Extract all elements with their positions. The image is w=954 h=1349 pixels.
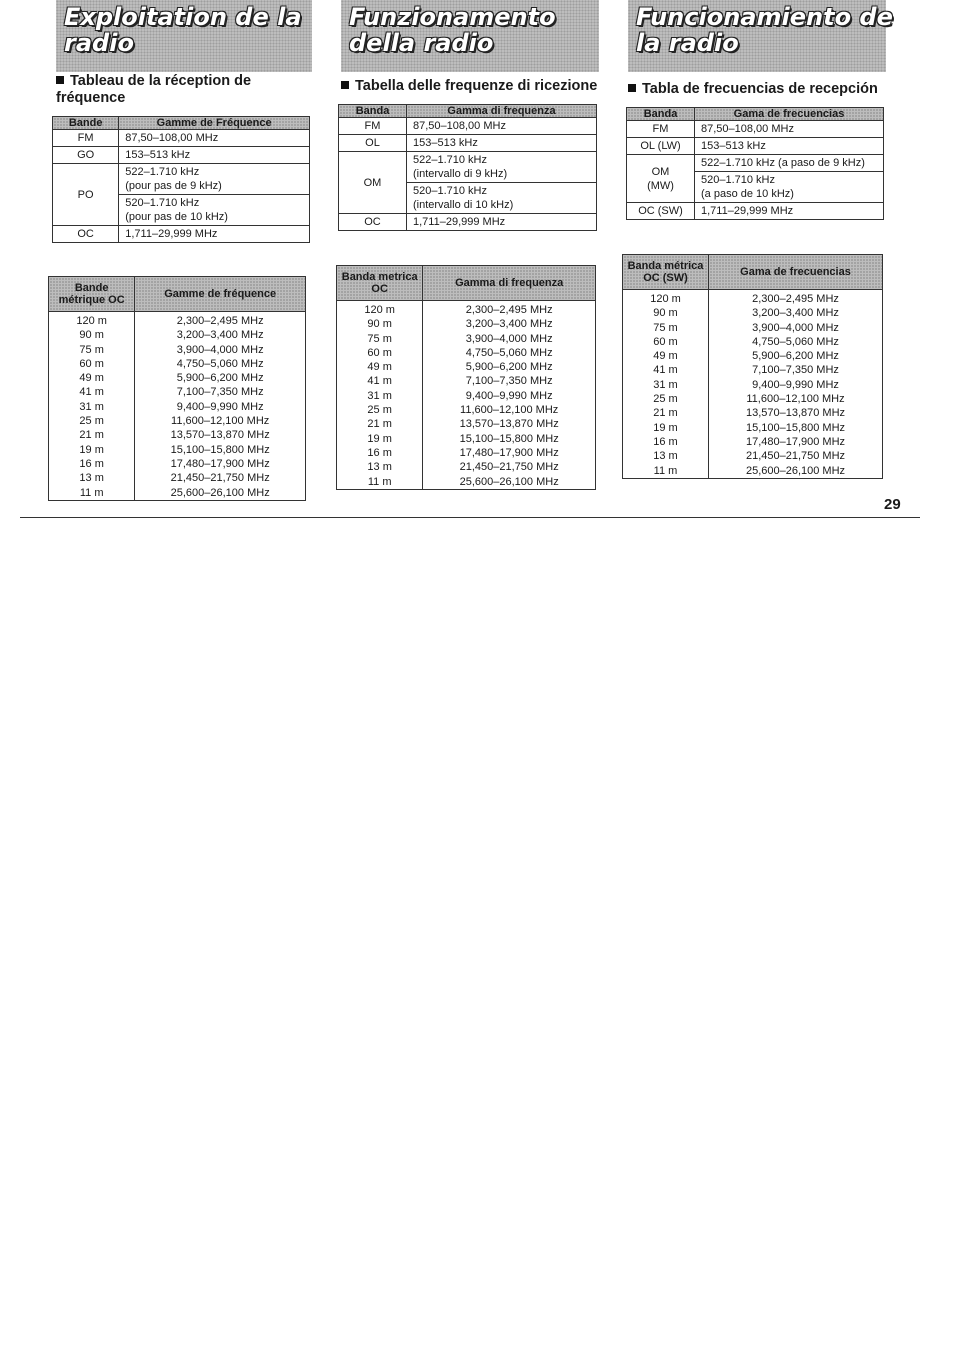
meter-band-cell: 13 m (623, 449, 709, 463)
meter-band-cell: 49 m (49, 371, 135, 385)
table-row (337, 446, 596, 460)
frequency-range-cell: 11,600–12,100 MHz (423, 403, 596, 417)
frequency-range-cell: 3,200–3,400 MHz (423, 317, 596, 331)
frequency-cell: 153–513 kHz (695, 138, 884, 155)
frequency-range-cell: 13,570–13,870 MHz (709, 406, 883, 420)
section-title: Exploitation de la radio (64, 3, 302, 57)
frequency-range-cell: 15,100–15,800 MHz (709, 421, 883, 435)
table-row (49, 385, 306, 399)
meter-band-cell: 19 m (337, 432, 423, 446)
column-header: Banda métrica OC (SW) (623, 255, 709, 290)
subheading-text: Tabla de frecuencias de recepción (642, 81, 878, 97)
frequency-range-cell: 9,400–9,990 MHz (135, 400, 306, 414)
meter-band-cell: 75 m (623, 321, 709, 335)
table-row (49, 343, 306, 357)
table-row (623, 349, 883, 363)
frequency-range-cell: 3,900–4,000 MHz (423, 332, 596, 346)
table-row (49, 371, 306, 385)
frequency-cell: 522–1.710 kHz (a paso de 9 kHz) (695, 155, 884, 172)
meter-band-cell: 31 m (337, 389, 423, 403)
frequency-range-cell: 25,600–26,100 MHz (709, 464, 883, 479)
meter-band-cell: 120 m (337, 301, 423, 318)
frequency-range-cell: 7,100–7,350 MHz (135, 385, 306, 399)
meter-band-cell: 41 m (623, 363, 709, 377)
meter-band-cell: 90 m (49, 328, 135, 342)
frequency-range-cell: 17,480–17,900 MHz (423, 446, 596, 460)
column-header: Banda metrica OC (337, 266, 423, 301)
table-row (623, 464, 883, 479)
meter-band-cell: 11 m (337, 475, 423, 490)
table-row (49, 312, 306, 329)
section-banner (628, 0, 893, 72)
table-row (53, 130, 310, 147)
frequency-band-table (626, 107, 884, 220)
frequency-range-cell: 3,200–3,400 MHz (709, 306, 883, 320)
meter-band-cell: 120 m (49, 312, 135, 329)
band-cell: FM (53, 130, 119, 147)
meter-band-cell: 25 m (623, 392, 709, 406)
frequency-band-table (52, 116, 310, 243)
section-title: Funzionamento della radio (349, 3, 556, 57)
frequency-range-cell: 11,600–12,100 MHz (709, 392, 883, 406)
table-row (623, 306, 883, 320)
table-row (337, 317, 596, 331)
frequency-cell: 87,50–108,00 MHz (119, 130, 310, 147)
table-row (53, 147, 310, 164)
meter-band-cell: 16 m (337, 446, 423, 460)
table-row (337, 475, 596, 490)
frequency-range-cell: 17,480–17,900 MHz (135, 457, 306, 471)
frequency-range-cell: 3,900–4,000 MHz (709, 321, 883, 335)
table-row (623, 392, 883, 406)
table-row (623, 335, 883, 349)
table-row (623, 321, 883, 335)
frequency-cell: 522–1.710 kHz (pour pas de 9 kHz) (119, 164, 310, 195)
frequency-range-cell: 25,600–26,100 MHz (135, 486, 306, 501)
table-row (337, 460, 596, 474)
shortwave-meter-band-table (622, 254, 883, 479)
meter-band-cell: 21 m (623, 406, 709, 420)
table-row (339, 118, 597, 135)
frequency-range-cell: 9,400–9,990 MHz (423, 389, 596, 403)
frequency-cell: 520–1.710 kHz (a paso de 10 kHz) (695, 172, 884, 203)
column-header: Gama de frecuencias (695, 108, 884, 121)
frequency-band-table (338, 104, 597, 231)
table-row (627, 121, 884, 138)
frequency-cell: 153–513 kHz (407, 135, 597, 152)
band-cell: OC (SW) (627, 203, 695, 220)
frequency-range-cell: 5,900–6,200 MHz (423, 360, 596, 374)
frequency-range-cell: 3,200–3,400 MHz (135, 328, 306, 342)
section-banner (56, 0, 312, 72)
table-row (627, 155, 884, 172)
meter-band-cell: 31 m (623, 378, 709, 392)
square-bullet-icon (341, 81, 349, 89)
frequency-range-cell: 13,570–13,870 MHz (423, 417, 596, 431)
meter-band-cell: 16 m (49, 457, 135, 471)
section-title: Funcionamiento de la radio (636, 3, 893, 57)
frequency-cell: 520–1.710 kHz (pour pas de 10 kHz) (119, 195, 310, 226)
meter-band-cell: 31 m (49, 400, 135, 414)
meter-band-cell: 90 m (337, 317, 423, 331)
table-row (49, 400, 306, 414)
frequency-range-cell: 21,450–21,750 MHz (423, 460, 596, 474)
frequency-range-cell: 7,100–7,350 MHz (709, 363, 883, 377)
band-cell: OL (LW) (627, 138, 695, 155)
frequency-range-cell: 7,100–7,350 MHz (423, 374, 596, 388)
band-cell: OC (53, 226, 119, 243)
table-header-row (53, 117, 310, 130)
band-cell: GO (53, 147, 119, 164)
frequency-cell: 1,711–29,999 MHz (695, 203, 884, 220)
frequency-range-cell: 2,300–2,495 MHz (423, 301, 596, 318)
frequency-range-cell: 2,300–2,495 MHz (709, 290, 883, 307)
frequency-cell: 87,50–108,00 MHz (695, 121, 884, 138)
table-row (337, 432, 596, 446)
frequency-cell: 87,50–108,00 MHz (407, 118, 597, 135)
column-header: Gamme de fréquence (135, 277, 306, 312)
meter-band-cell: 25 m (49, 414, 135, 428)
column-header: Gama de frecuencias (709, 255, 883, 290)
frequency-range-cell: 5,900–6,200 MHz (709, 349, 883, 363)
frequency-range-cell: 15,100–15,800 MHz (135, 443, 306, 457)
table-row (49, 414, 306, 428)
table-header-row (337, 266, 596, 301)
frequency-cell: 520–1.710 kHz (intervallo di 10 kHz) (407, 183, 597, 214)
table-row (623, 406, 883, 420)
table-row (627, 203, 884, 220)
column-header: Bande métrique OC (49, 277, 135, 312)
meter-band-cell: 49 m (623, 349, 709, 363)
frequency-range-cell: 25,600–26,100 MHz (423, 475, 596, 490)
table-header-row (623, 255, 883, 290)
frequency-range-cell: 9,400–9,990 MHz (709, 378, 883, 392)
frequency-range-cell: 4,750–5,060 MHz (135, 357, 306, 371)
table-subheading (341, 78, 601, 95)
meter-band-cell: 19 m (49, 443, 135, 457)
table-row (623, 363, 883, 377)
column-header: Banda (627, 108, 695, 121)
frequency-range-cell: 15,100–15,800 MHz (423, 432, 596, 446)
table-row (53, 164, 310, 195)
table-header-row (339, 105, 597, 118)
meter-band-cell: 13 m (49, 471, 135, 485)
meter-band-cell: 41 m (49, 385, 135, 399)
shortwave-meter-band-table (336, 265, 596, 490)
frequency-range-cell: 13,570–13,870 MHz (135, 428, 306, 442)
meter-band-cell: 60 m (623, 335, 709, 349)
table-row (49, 486, 306, 501)
meter-band-cell: 21 m (49, 428, 135, 442)
table-row (49, 357, 306, 371)
table-row (623, 421, 883, 435)
table-row (337, 360, 596, 374)
meter-band-cell: 16 m (623, 435, 709, 449)
table-row (49, 328, 306, 342)
meter-band-cell: 11 m (49, 486, 135, 501)
table-subheading (628, 81, 888, 98)
band-cell: OC (339, 214, 407, 231)
table-header-row (627, 108, 884, 121)
frequency-range-cell: 5,900–6,200 MHz (135, 371, 306, 385)
table-row (339, 135, 597, 152)
frequency-cell: 153–513 kHz (119, 147, 310, 164)
table-row (53, 226, 310, 243)
table-header-row (49, 277, 306, 312)
frequency-cell: 1,711–29,999 MHz (119, 226, 310, 243)
meter-band-cell: 21 m (337, 417, 423, 431)
frequency-range-cell: 17,480–17,900 MHz (709, 435, 883, 449)
table-row (49, 457, 306, 471)
band-cell: FM (339, 118, 407, 135)
column-header: Banda (339, 105, 407, 118)
table-row (623, 449, 883, 463)
meter-band-cell: 75 m (49, 343, 135, 357)
square-bullet-icon (56, 76, 64, 84)
table-row (337, 301, 596, 318)
table-row (49, 428, 306, 442)
meter-band-cell: 49 m (337, 360, 423, 374)
table-subheading (56, 73, 312, 107)
frequency-cell: 522–1.710 kHz (intervallo di 9 kHz) (407, 152, 597, 183)
subheading-text: Tabella delle frequenze di ricezione (355, 78, 598, 94)
meter-band-cell: 120 m (623, 290, 709, 307)
column-header: Gamma di frequenza (423, 266, 596, 301)
page-number: 29 (884, 496, 901, 513)
frequency-range-cell: 21,450–21,750 MHz (135, 471, 306, 485)
frequency-range-cell: 4,750–5,060 MHz (423, 346, 596, 360)
meter-band-cell: 25 m (337, 403, 423, 417)
table-row (627, 138, 884, 155)
table-row (623, 378, 883, 392)
table-row (339, 152, 597, 183)
square-bullet-icon (628, 84, 636, 92)
meter-band-cell: 11 m (623, 464, 709, 479)
band-cell: OL (339, 135, 407, 152)
table-row (337, 346, 596, 360)
table-row (337, 332, 596, 346)
section-banner (341, 0, 599, 72)
table-row (337, 417, 596, 431)
table-row (337, 374, 596, 388)
frequency-range-cell: 2,300–2,495 MHz (135, 312, 306, 329)
table-row (623, 290, 883, 307)
table-row (337, 403, 596, 417)
meter-band-cell: 60 m (49, 357, 135, 371)
band-cell: PO (53, 164, 119, 226)
meter-band-cell: 13 m (337, 460, 423, 474)
band-cell: OM (MW) (627, 155, 695, 203)
meter-band-cell: 19 m (623, 421, 709, 435)
subheading-text: Tableau de la réception de fréquence (56, 73, 252, 106)
column-header: Gamma di frequenza (407, 105, 597, 118)
frequency-range-cell: 3,900–4,000 MHz (135, 343, 306, 357)
table-row (339, 214, 597, 231)
frequency-range-cell: 11,600–12,100 MHz (135, 414, 306, 428)
meter-band-cell: 60 m (337, 346, 423, 360)
footer-rule (20, 517, 920, 518)
frequency-range-cell: 4,750–5,060 MHz (709, 335, 883, 349)
frequency-cell: 1,711–29,999 MHz (407, 214, 597, 231)
table-row (49, 443, 306, 457)
meter-band-cell: 75 m (337, 332, 423, 346)
table-row (623, 435, 883, 449)
column-header: Gamme de Fréquence (119, 117, 310, 130)
table-row (49, 471, 306, 485)
band-cell: OM (339, 152, 407, 214)
meter-band-cell: 90 m (623, 306, 709, 320)
shortwave-meter-band-table (48, 276, 306, 501)
band-cell: FM (627, 121, 695, 138)
column-header: Bande (53, 117, 119, 130)
meter-band-cell: 41 m (337, 374, 423, 388)
table-row (337, 389, 596, 403)
frequency-range-cell: 21,450–21,750 MHz (709, 449, 883, 463)
